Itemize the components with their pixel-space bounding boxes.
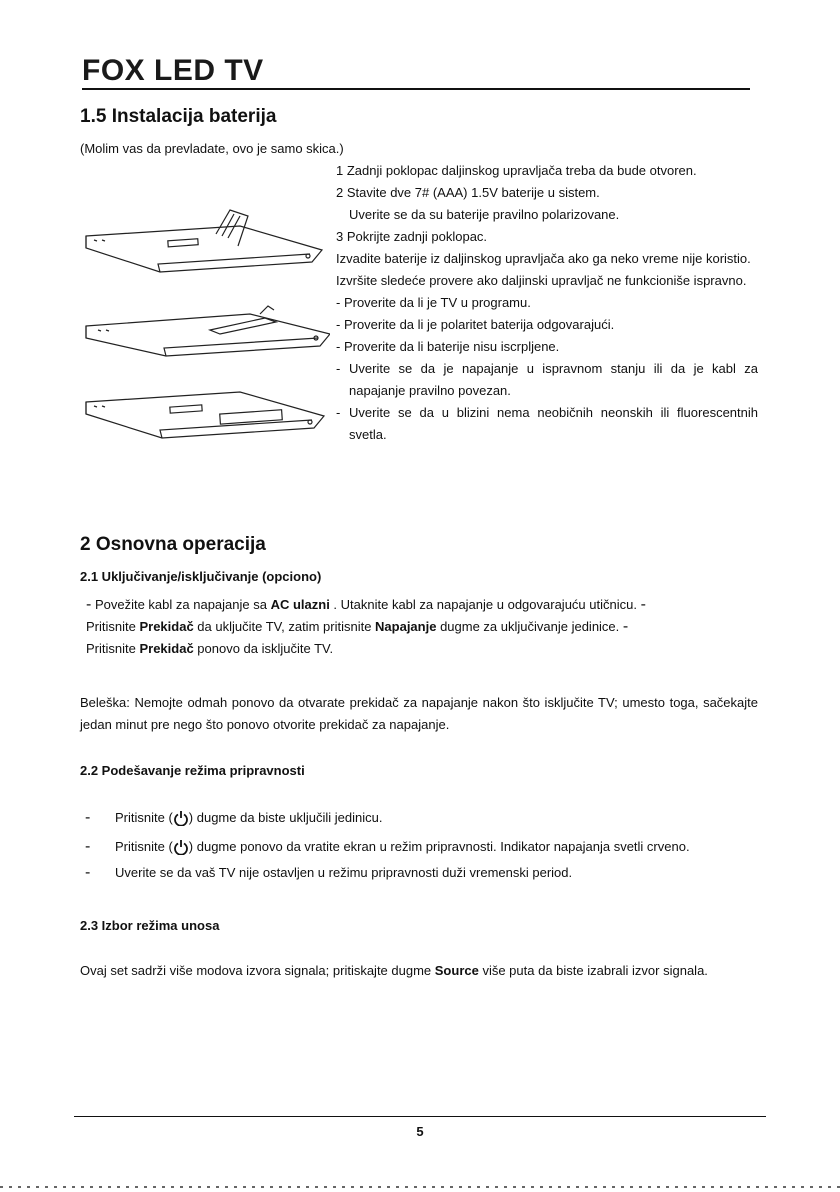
source-label: Source xyxy=(434,963,479,978)
brand-title: FOX LED TV xyxy=(82,54,264,87)
check-item: - Proverite da li baterije nisu iscrpljene. xyxy=(336,339,560,354)
power-note: Beleška: Nemojte odmah ponovo da otvarate prekidač za napajanje nakon što isključite TV; umesto toga, sačekajte jedan minut pre nego što ponovo otvorite prekidač za napajanje. xyxy=(80,695,758,732)
bullet-marker: - xyxy=(85,838,91,855)
check-item: - Proverite da li je polaritet baterija odgovarajući. xyxy=(336,317,615,332)
text: Pritisnite ( xyxy=(115,810,173,825)
power-label: Napajanje xyxy=(375,619,437,634)
input-mode-text xyxy=(80,960,758,982)
page-number: 5 xyxy=(416,1124,424,1139)
power-line-3 xyxy=(86,638,766,660)
power-line-1 xyxy=(86,594,766,616)
check-item-lights xyxy=(336,402,758,446)
bullet-marker: - xyxy=(85,864,91,881)
check-item-power-text: Uverite se da je napajanje u ispravnom stanju ili da je kabl za napajanje pravilno povezan. xyxy=(349,361,758,398)
text: Pritisnite xyxy=(86,641,140,656)
text: ) dugme da biste uključili jedinicu. xyxy=(188,810,383,825)
text: Pritisnite xyxy=(86,619,140,634)
check-item: - Proverite da li je TV u programu. xyxy=(336,295,531,310)
dash-marker: - xyxy=(336,405,341,420)
text: da uključite TV, zatim pritisnite xyxy=(193,619,376,634)
text: Uverite se da vaš TV nije ostavljen u režimu pripravnosti duži vremenski period. xyxy=(115,865,573,880)
bottom-dotted-border xyxy=(0,1186,840,1188)
section-1-5-title: 1.5 Instalacija baterija xyxy=(80,106,277,127)
step-1: 1 Zadnji poklopac daljinskog upravljača treba da bude otvoren. xyxy=(336,163,697,178)
check-item-lights-text: Uverite se da u blizini nema neobičnih neonskih ili fluorescentnih svetla. xyxy=(349,405,758,442)
battery-instructions xyxy=(336,160,758,446)
remote-open-cover-drawing xyxy=(86,210,322,272)
power-icon xyxy=(174,839,188,855)
dash-marker: - xyxy=(622,618,629,635)
text: dugme za uključivanje jedinice. xyxy=(436,619,623,634)
section-2-title: 2 Osnovna operacija xyxy=(80,534,266,555)
text: . Utaknite kabl za napajanje u odgovarajuću utičnicu. xyxy=(329,597,641,612)
power-on-off-instructions xyxy=(86,594,766,660)
remote-battery-illustration xyxy=(80,206,330,446)
dash-marker: - xyxy=(640,596,646,613)
text: ponovo da isključite TV. xyxy=(193,641,334,656)
checks-intro: Izvršite sledeće provere ako daljinski upravljač ne funkcioniše ispravno. xyxy=(336,273,747,288)
dash-marker: - xyxy=(336,361,341,376)
remote-closed-cover-drawing xyxy=(86,392,324,438)
step-3: 3 Pokrijte zadnji poklopac. xyxy=(336,229,488,244)
text: Povežite kabl za napajanje sa xyxy=(94,597,271,612)
text: Pritisnite ( xyxy=(115,839,173,854)
bullet-marker: - xyxy=(85,809,91,826)
sketch-note: (Molim vas da prevladate, ovo je samo skica.) xyxy=(80,141,344,156)
text: više puta da biste izabrali izvor signala. xyxy=(478,963,708,978)
remove-batteries-text: Izvadite baterije iz daljinskog upravljača ako ga neko vreme nije koristio. xyxy=(336,251,751,266)
standby-bullet-1 xyxy=(85,807,382,829)
text: Ovaj set sadrži više modova izvora signala; pritiskajte dugme xyxy=(80,963,435,978)
text: ) dugme ponovo da vratite ekran u režim pripravnosti. Indikator napajanja svetli crveno. xyxy=(188,839,690,854)
standby-bullet-2 xyxy=(85,836,690,858)
power-line-2 xyxy=(86,616,766,638)
remote-insert-batteries-drawing xyxy=(86,306,330,356)
subsection-2-3-title: 2.3 Izbor režima unosa xyxy=(80,918,220,933)
standby-bullet-3 xyxy=(85,862,572,884)
power-icon xyxy=(174,810,188,826)
step-2-note: Uverite se da su baterije pravilno polarizovane. xyxy=(349,207,620,222)
ac-input-label: AC ulazni xyxy=(270,597,330,612)
switch-label: Prekidač xyxy=(139,619,194,634)
subsection-2-1-title: 2.1 Uključivanje/isključivanje (opciono) xyxy=(80,569,322,584)
header-rule xyxy=(82,88,750,90)
check-item-power xyxy=(336,358,758,402)
dash-marker: - xyxy=(86,596,92,613)
footer-rule xyxy=(74,1116,766,1117)
subsection-2-2-title: 2.2 Podešavanje režima pripravnosti xyxy=(80,763,305,778)
step-2: 2 Stavite dve 7# (AAA) 1.5V baterije u sistem. xyxy=(336,185,600,200)
switch-label: Prekidač xyxy=(139,641,194,656)
